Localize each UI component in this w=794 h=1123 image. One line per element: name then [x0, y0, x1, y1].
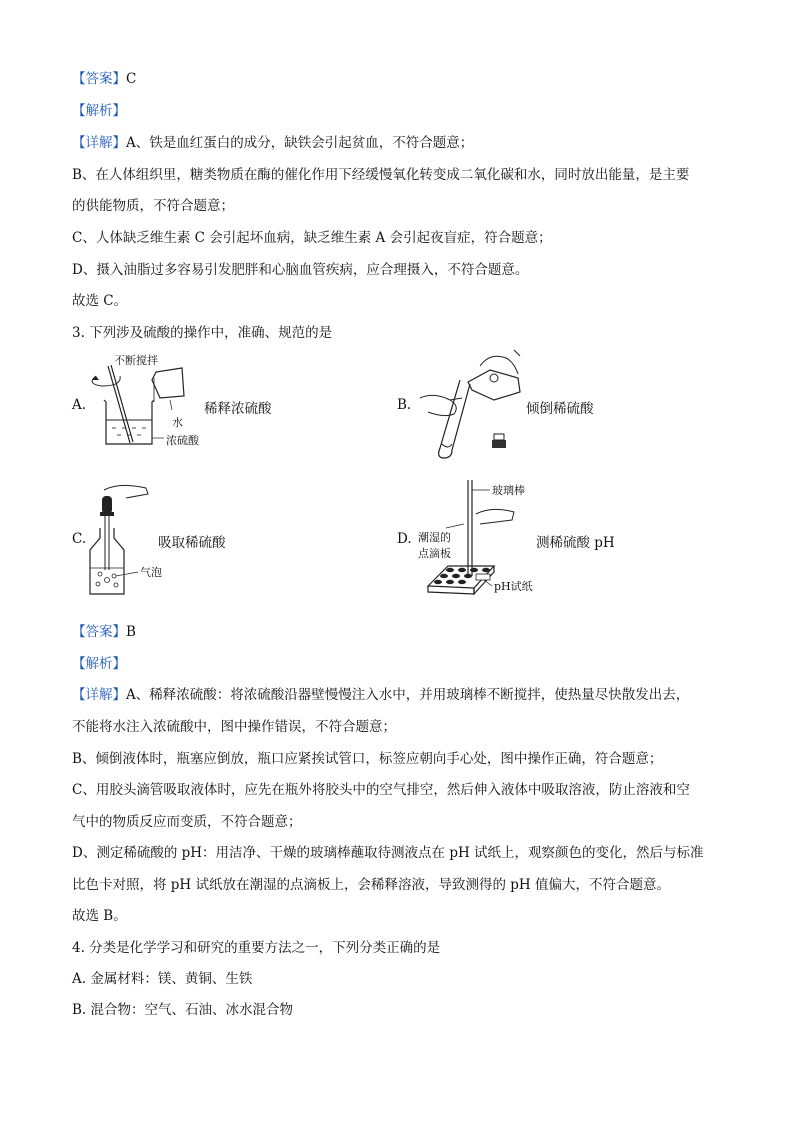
detail-line: 的供能物质，不符合题意；: [72, 198, 234, 214]
answer-value: C: [126, 71, 137, 87]
answer-tag: 【答案】: [72, 624, 126, 640]
pouring-figure: [410, 348, 530, 460]
detail-line: [72, 131, 473, 151]
water-label: 水: [172, 416, 183, 429]
conclusion-line: 故选 C。: [72, 293, 128, 309]
option-c-caption: 吸取稀硫酸: [158, 535, 226, 551]
option-b: B. 混合物：空气、石油、冰水混合物: [72, 1002, 294, 1018]
option-d-letter: D.: [397, 531, 412, 547]
detail-line: [72, 683, 689, 703]
detail-line: 比色卡对照，将 pH 试纸放在潮湿的点滴板上，会稀释溶液，导致测得的 pH 值偏大，不符合题意。: [72, 877, 670, 893]
conclusion-line: 故选 B。: [72, 908, 127, 924]
rod-label: 玻璃棒: [492, 484, 525, 497]
acid-label: 浓硫酸: [166, 434, 199, 447]
ph-paper-label: pH试纸: [494, 580, 533, 593]
option-a: A. 金属材料：镁、黄铜、生铁: [72, 971, 253, 987]
detail-text: A、稀释浓硫酸：将浓硫酸沿器壁慢慢注入水中，并用玻璃棒不断搅拌，使热量尽快散发出去，: [126, 687, 690, 703]
analysis-tag: 【解析】: [72, 103, 126, 119]
stir-label: 不断搅拌: [114, 354, 158, 367]
detail-line: 气中的物质反应而变质，不符合题意；: [72, 814, 302, 830]
detail-tag: 【详解】: [72, 687, 126, 703]
detail-line: B、倾倒液体时，瓶塞应倒放，瓶口应紧挨试管口，标签应朝向手心处，图中操作正确，符合题意；: [72, 751, 663, 767]
question-stem: 4. 分类是化学学习和研究的重要方法之一，下列分类正确的是: [72, 940, 441, 956]
detail-line: 不能将水注入浓硫酸中，图中操作错误，不符合题意；: [72, 719, 396, 735]
option-a-letter: A.: [72, 397, 87, 413]
answer-line: [72, 67, 136, 87]
detail-line: D、摄入油脂过多容易引发肥胖和心脑血管疾病，应合理摄入，不符合题意。: [72, 262, 529, 278]
plate-label-2: 点滴板: [418, 547, 451, 560]
option-b-caption: 倾倒稀硫酸: [526, 401, 594, 417]
option-d-caption: 测稀硫酸 pH: [536, 535, 615, 551]
bubble-label: 气泡: [140, 566, 162, 579]
detail-tag: 【详解】: [72, 135, 126, 151]
option-a-caption: 稀释浓硫酸: [204, 401, 272, 417]
detail-line: C、人体缺乏维生素 C 会引起坏血病，缺乏维生素 A 会引起夜盲症，符合题意；: [72, 230, 552, 246]
option-c-letter: C.: [72, 531, 87, 547]
answer-value: B: [126, 624, 136, 640]
plate-label-1: 潮湿的: [418, 531, 451, 544]
answer-line: [72, 620, 136, 640]
detail-text: A、铁是血红蛋白的成分，缺铁会引起贫血，不符合题意；: [126, 135, 474, 151]
question-stem: 3. 下列涉及硫酸的操作中，准确、规范的是: [72, 325, 333, 341]
option-b-letter: B.: [397, 397, 412, 413]
detail-line: C、用胶头滴管吸取液体时，应先在瓶外将胶头中的空气排空，然后伸入液体中吸取溶液，防止溶液和空: [72, 782, 690, 798]
answer-tag: 【答案】: [72, 71, 126, 87]
analysis-tag: 【解析】: [72, 656, 126, 672]
detail-line: B、在人体组织里，糖类物质在酶的催化作用下经缓慢氧化转变成二氧化碳和水，同时放出能量，是主要: [72, 167, 690, 183]
detail-line: D、测定稀硫酸的 pH：用洁净、干燥的玻璃棒蘸取待测液点在 pH 试纸上，观察颜色的变化，然后与标准: [72, 845, 704, 861]
